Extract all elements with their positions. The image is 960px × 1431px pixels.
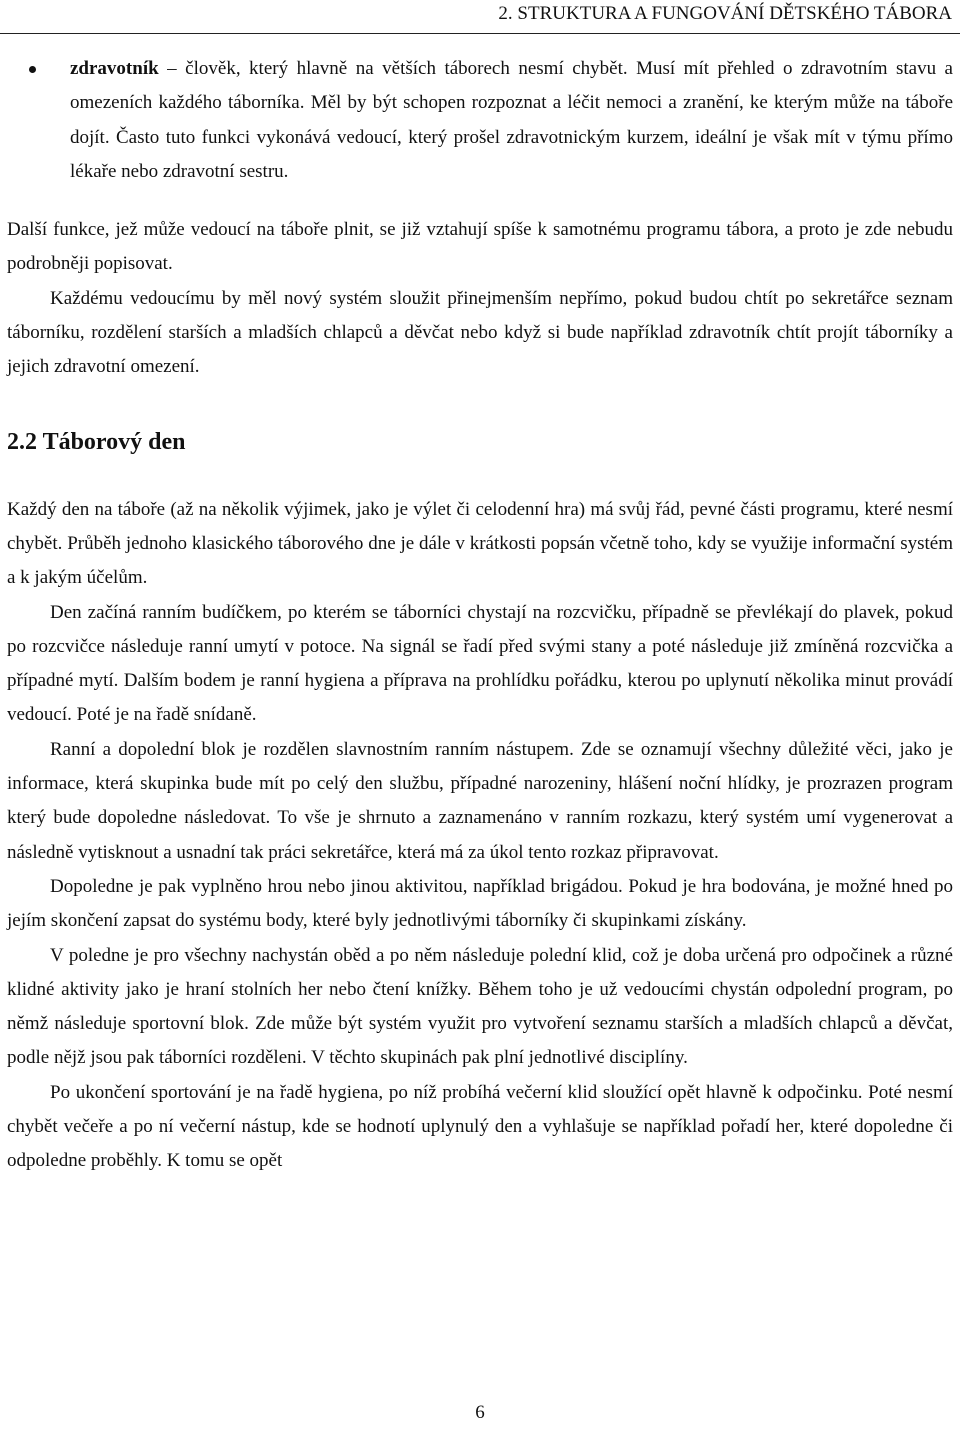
running-header-title: 2. STRUKTURA A FUNGOVÁNÍ DĚTSKÉHO TÁBORA xyxy=(498,3,952,24)
page-body xyxy=(7,52,953,1179)
bullet-text: – člověk, který hlavně na větších táborech nesmí chybět. Musí mít přehled o zdravotním stavu a omezeních každého táborníka. Měl by být schopen rozpoznat a léčit nemoci a zranění, ke kterým může na táboře dojít. Často tuto funkci vykonává vedoucí, který prošel zdravotnickým kurzem, ideální je však mít v týmu přímo lékaře nebo zdravotní sestru. xyxy=(70,58,953,182)
header-divider xyxy=(0,33,960,34)
paragraph-other-functions: Další funkce, jež může vedoucí na táboře plnit, se již vztahují spíše k samotnému programu tábora, a proto je zde nebudu podrobněji popisovat. xyxy=(7,219,953,275)
paragraph-morning-assembly: Ranní a dopolední blok je rozdělen slavnostním ranním nástupem. Zde se oznamují všechny důležité věci, jako je informace, která skupinka bude mít po celý den službu, případné narozeniny, hlášení noční hlídky, je prozrazen program který bude dopoledne následovat. To vše je shrnuto a zaznamenáno v ranním rozkazu, který systém umí vygenerovat a následně vytisknout a usnadní tak práci sekretářce, která má za úkol tento rozkaz připravovat. xyxy=(7,738,953,863)
page-number: 6 xyxy=(475,1402,485,1423)
paragraph-system-use: Každému vedoucímu by měl nový systém sloužit přinejmenším nepřímo, pokud budou chtít po sekretářce seznam táborníku, rozdělení starších a mladších chlapců a děvčat nebo když si bude například zdravotník chtít projít táborníky a jejich zdravotní omezení. xyxy=(7,287,953,378)
paragraph-day-intro: Každý den na táboře (až na několik výjimek, jako je výlet či celodenní hra) má svůj řád, pevné části programu, které nesmí chybět. Průběh jednoho klasického táborového dne je dále v krátkosti popsán včetně toho, kdy se využije informační systém a k jakým účelům. xyxy=(7,498,953,589)
paragraph-morning: Den začíná ranním budíčkem, po kterém se táborníci chystají na rozcvičku, případně se převlékají do plavek, pokud po rozcvičce následuje ranní umytí v potoce. Na signál se řadí před svými stany a poté následuje již zmíněná rozcvička a případné mytí. Dalším bodem je ranní hygiena a příprava na prohlídku pořádku, kterou po uplynutí několika minut provádí vedoucí. Poté je na řadě snídaně. xyxy=(7,601,953,726)
paragraph-evening: Po ukončení sportování je na řadě hygiena, po níž probíhá večerní klid sloužící opět hlavně k odpočinku. Poté nesmí chybět večeře a po ní večerní nástup, kde se hodnotí uplynulý den a vyhlašuje se například pořadí her, které dopoledne či odpoledne proběhly. K tomu se opět xyxy=(7,1081,953,1172)
bullet-dot-icon xyxy=(29,66,36,73)
section-heading: 2.2 Táborový den xyxy=(7,428,186,455)
bullet-list-item xyxy=(7,52,953,189)
bullet-term: zdravotník xyxy=(70,58,159,79)
running-header xyxy=(0,0,960,34)
paragraph-noon: V poledne je pro všechny nachystán oběd a po něm následuje polední klid, což je doba určená pro odpočinek a různé klidné aktivity jako je hraní stolních her nebo čtení knížky. Během toho je už vedoucími chystán odpolední program, po němž následuje sportovní blok. Zde může být systém využit pro vytvoření seznamu starších a mladších chlapců a děvčat, podle nějž jsou pak táborníci rozděleni. V těchto skupinách pak plní jednotlivé disciplíny. xyxy=(7,944,953,1069)
paragraph-forenoon: Dopoledne je pak vyplněno hrou nebo jinou aktivitou, například brigádou. Pokud je hra bodována, je možné hned po jejím skončení zapsat do systému body, které byly jednotlivými táborníky či skupinkami získány. xyxy=(7,875,953,932)
